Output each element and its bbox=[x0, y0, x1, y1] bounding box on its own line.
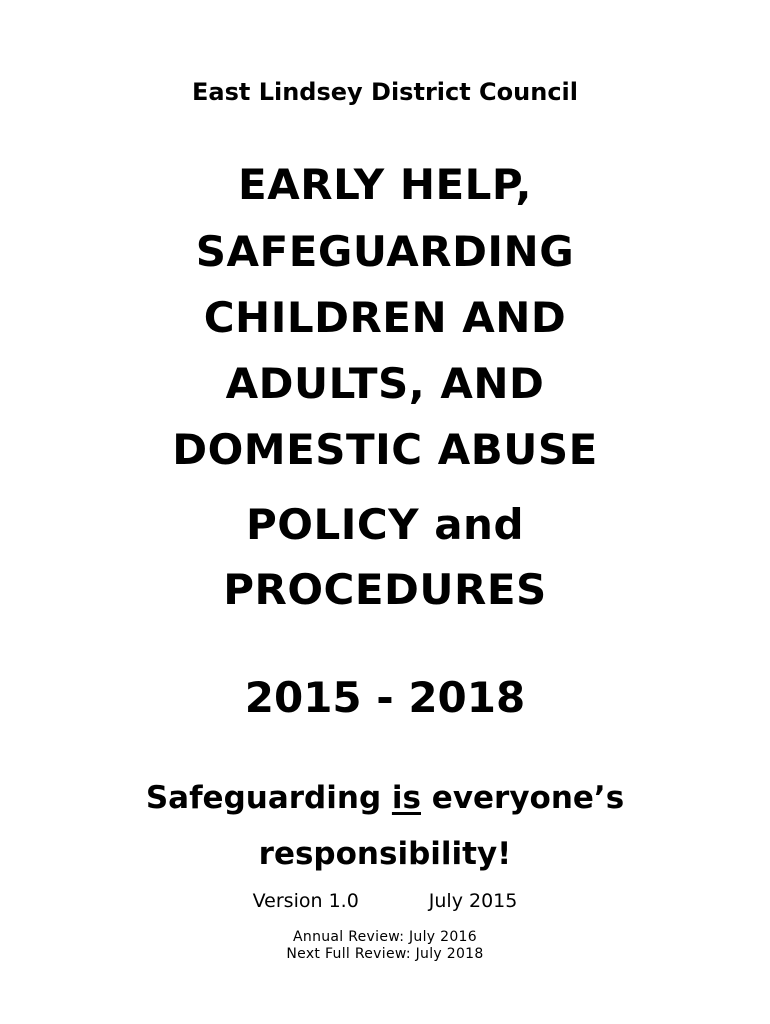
version-line bbox=[0, 890, 770, 912]
next-full-review-date: Next Full Review: July 2018 bbox=[286, 946, 484, 962]
title-line-2: SAFEGUARDING bbox=[195, 227, 575, 276]
slogan-text-before: Safeguarding bbox=[145, 780, 392, 816]
slogan-emphasis: is bbox=[391, 780, 421, 816]
slogan-line-2: responsibility! bbox=[258, 836, 512, 872]
policy-period: 2015 - 2018 bbox=[244, 673, 526, 722]
version-number: Version 1.0 bbox=[252, 890, 359, 912]
annual-review-date: Annual Review: July 2016 bbox=[293, 929, 477, 945]
title-line-3: CHILDREN AND bbox=[203, 293, 567, 342]
slogan-line-1 bbox=[0, 780, 770, 816]
version-date: July 2015 bbox=[428, 890, 518, 912]
title-line-7: PROCEDURES bbox=[223, 565, 547, 614]
title-line-1: EARLY HELP, bbox=[238, 160, 532, 209]
title-line-5: DOMESTIC ABUSE bbox=[172, 425, 598, 474]
organisation-name: East Lindsey District Council bbox=[191, 78, 579, 106]
title-line-4: ADULTS, AND bbox=[225, 359, 545, 408]
title-line-6: POLICY and bbox=[245, 500, 525, 549]
slogan-text-after: everyone’s bbox=[421, 780, 625, 816]
